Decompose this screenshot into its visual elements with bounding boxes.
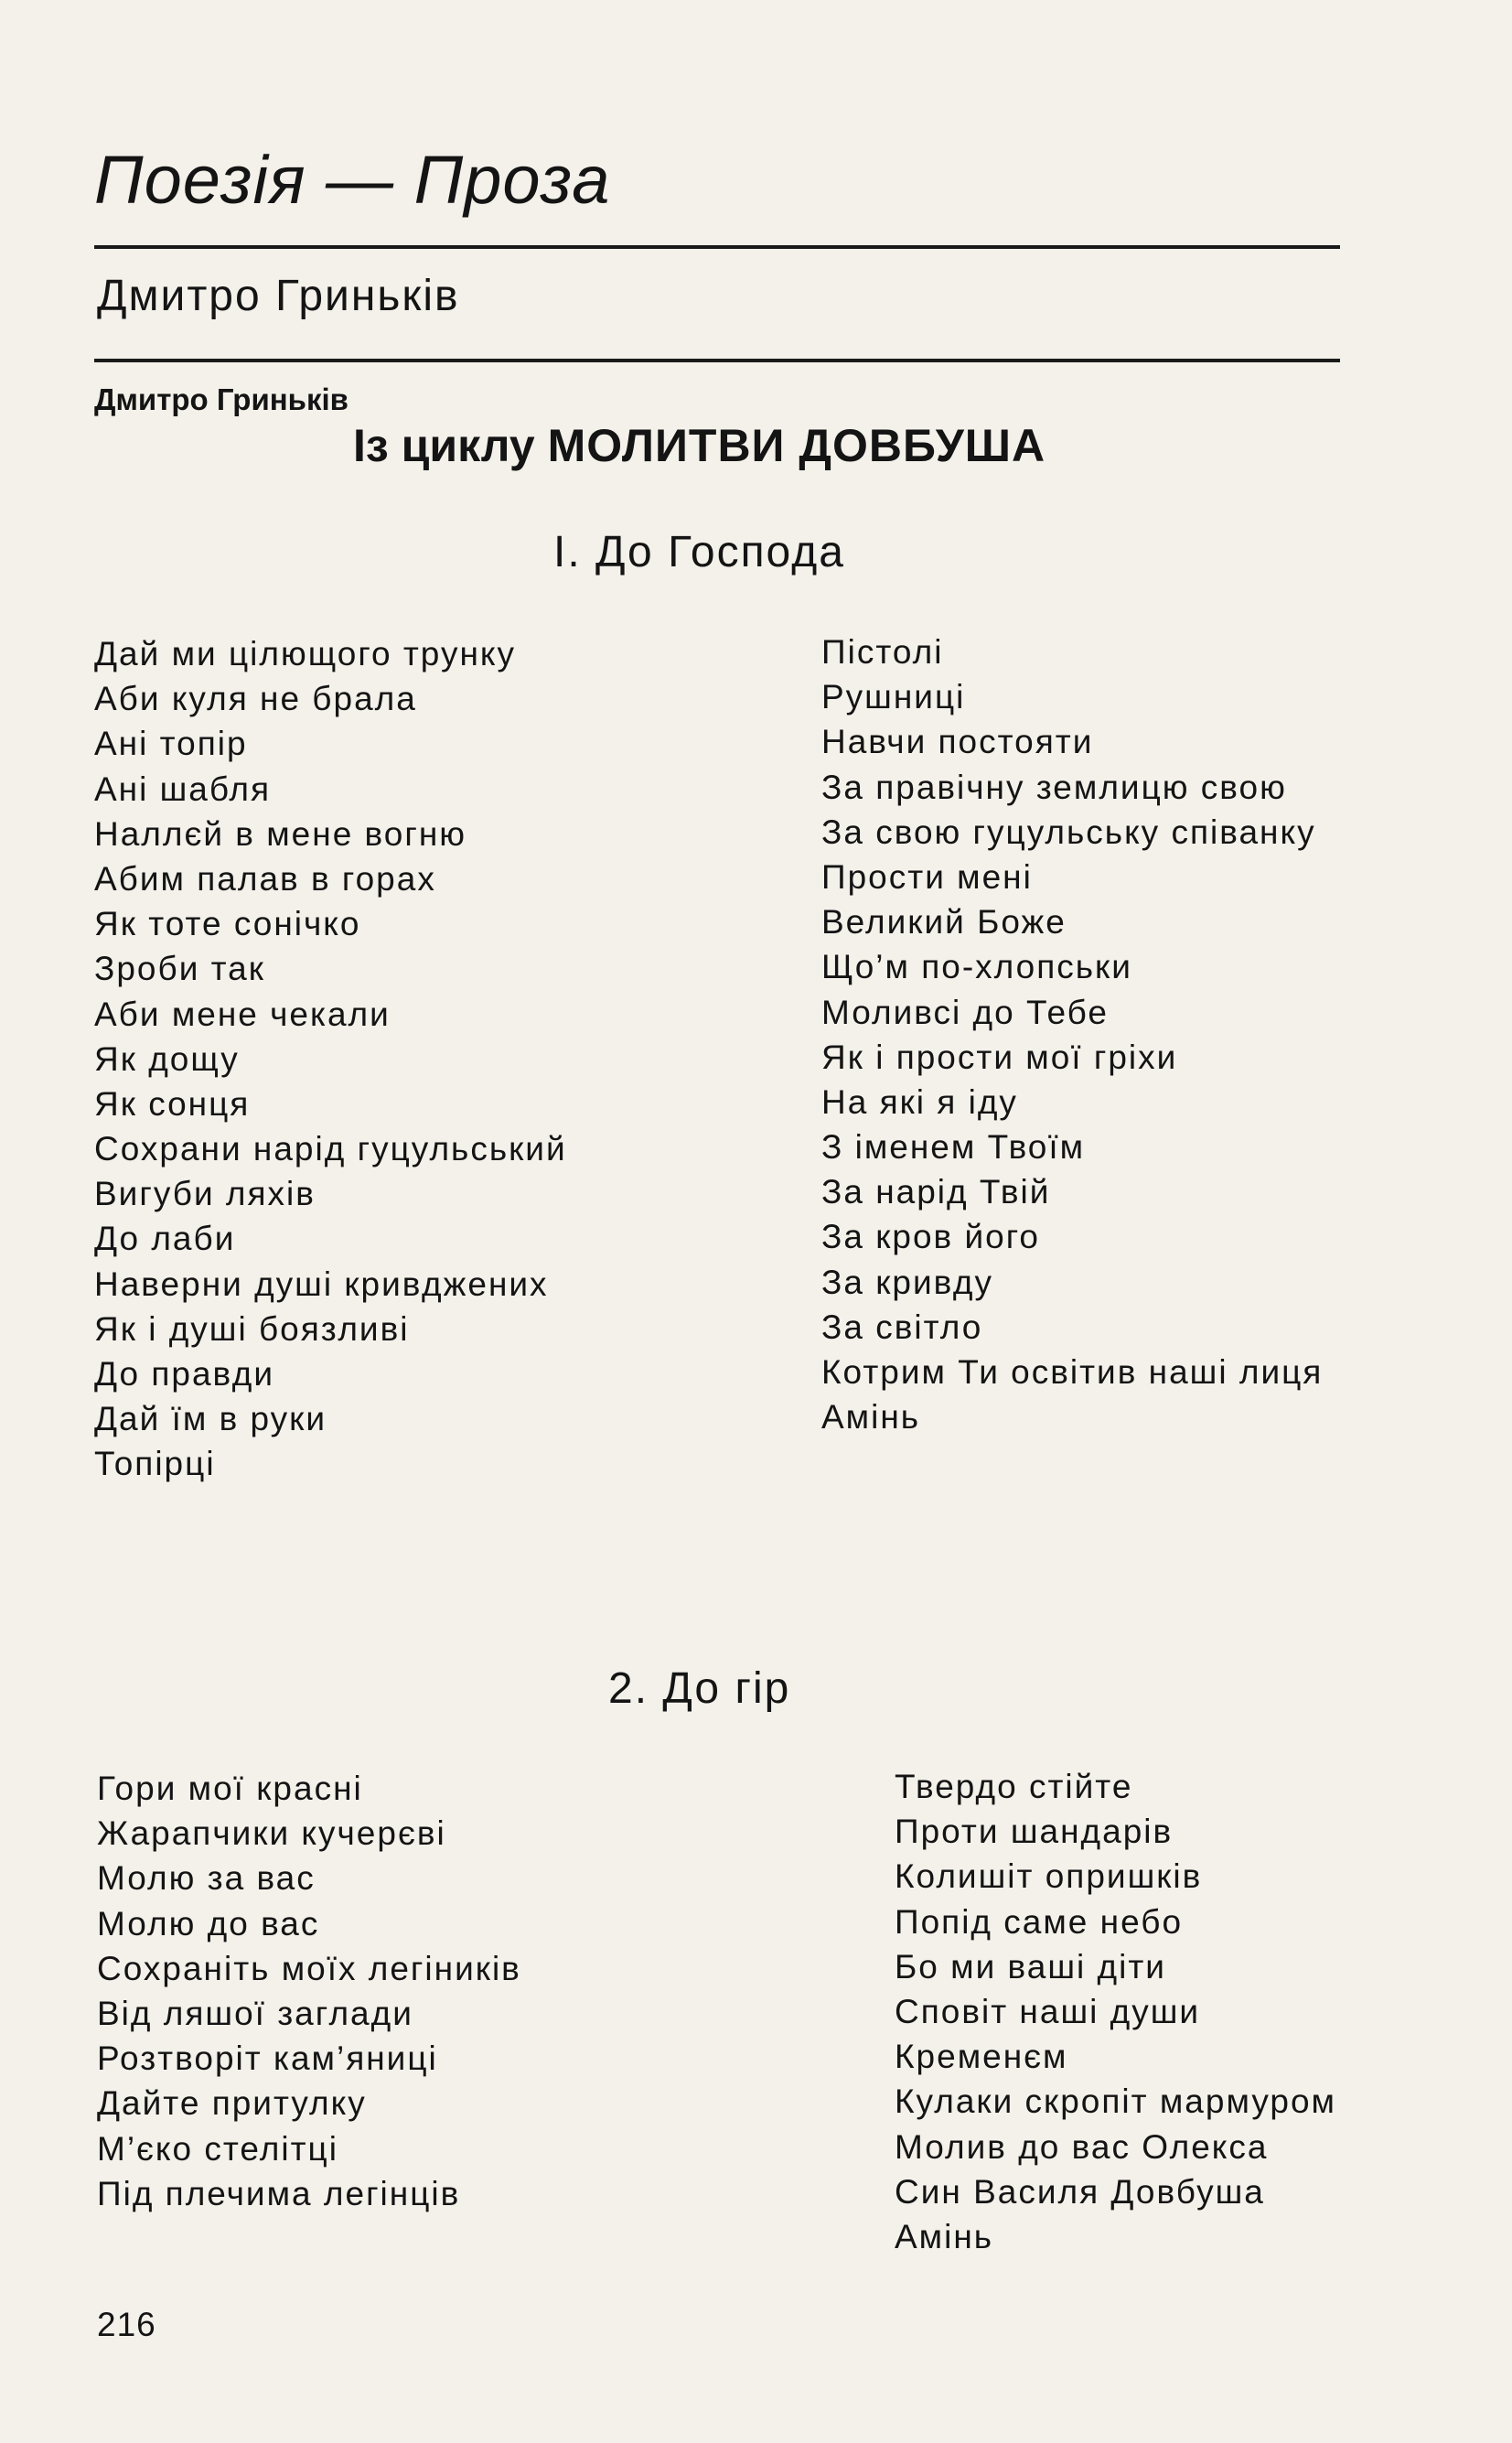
header-author: Дмитро Гриньків (97, 272, 460, 320)
verse-line: Рушниці (821, 678, 966, 716)
verse-line: Як тоте сонічко (94, 905, 361, 943)
verse-line: Аби куля не брала (94, 680, 417, 718)
verse-line: Жарапчики кучерєві (97, 1814, 446, 1853)
verse-line: Попід саме небо (895, 1902, 1184, 1941)
verse-line: Дайте притулку (97, 2084, 367, 2123)
verse-line: Що’м по-хлопськи (821, 948, 1132, 986)
verse-line: Як і душі боязливі (94, 1309, 410, 1348)
verse-line: За нарід Твій (821, 1173, 1051, 1211)
verse-line: Дай їм в руки (94, 1400, 327, 1438)
cycle-title (353, 420, 1046, 471)
verse-line: Молю за вас (97, 1859, 316, 1898)
verse-line: Бо ми ваші діти (895, 1947, 1166, 1986)
verse-line: Пістолі (821, 633, 944, 671)
verse-line: З іменем Твоїм (821, 1128, 1086, 1167)
verse-line: Розтворіт кам’яниці (97, 2039, 438, 2078)
verse-line: Молю до вас (97, 1904, 320, 1943)
header-rule-bottom (94, 359, 1340, 362)
verse-line: Наверни душі кривджених (94, 1265, 549, 1303)
verse-line: За кров його (821, 1218, 1040, 1256)
verse-line: Дай ми цілющого трунку (94, 635, 517, 673)
verse-line: Ані топір (94, 725, 248, 763)
verse-line: Сповіт наші души (895, 1992, 1201, 2030)
verse-line: Як і прости мої гріхи (821, 1038, 1178, 1076)
verse-line: Ані шабля (94, 769, 272, 808)
verse-line: Кулаки скропіт мармуром (895, 2082, 1336, 2121)
verse-line: До лаби (94, 1220, 236, 1258)
verse-line: Проти шандарів (895, 1813, 1174, 1851)
verse-line: Амінь (895, 2217, 994, 2255)
verse-line: Сохрани нарід гуцульський (94, 1130, 567, 1168)
verse-line: За свою гуцульську співанку (821, 813, 1316, 851)
verse-line: Котрим Ти освітив наші лиця (821, 1353, 1324, 1391)
verse-line: Вигуби ляхів (94, 1175, 316, 1213)
verse-line: Амінь (821, 1398, 921, 1437)
poem-1-column-left (94, 631, 567, 1487)
cycle-name: МОЛИТВИ ДОВБУША (547, 420, 1046, 471)
verse-line: Як дощу (94, 1039, 240, 1078)
poem-title: 2. До гір (608, 1664, 791, 1713)
verse-line: Топірці (94, 1445, 216, 1483)
verse-line: До правди (94, 1355, 275, 1393)
verse-line: Як сонця (94, 1084, 251, 1123)
byline: Дмитро Гриньків (94, 382, 349, 416)
verse-line: Син Василя Довбуша (895, 2172, 1265, 2211)
cycle-prefix: Із циклу (353, 420, 535, 471)
page-number: 216 (97, 2306, 156, 2343)
verse-line: Великий Боже (821, 903, 1067, 942)
verse-line: Твердо стійте (895, 1768, 1133, 1805)
verse-line: Аби мене чекали (94, 995, 391, 1033)
verse-line: Навчи постояти (821, 723, 1094, 761)
poem-title: І. До Господа (553, 528, 845, 576)
verse-line: Прости мені (821, 857, 1033, 896)
section-title: Поезія — Проза (94, 142, 611, 218)
verse-line: Від ляшої заглади (97, 1994, 413, 2032)
verse-line: Сохраніть моїх легіників (97, 1949, 521, 1987)
verse-line: Зроби так (94, 950, 265, 988)
verse-line: За світло (821, 1308, 983, 1346)
poem-1-column-right (821, 630, 1323, 1439)
verse-line: Абим палав в горах (94, 859, 436, 898)
verse-line: Моливсі до Тебе (821, 993, 1109, 1031)
poem-2-column-right (895, 1764, 1336, 2259)
verse-line: М’єко стелітці (97, 2129, 338, 2168)
verse-line: Під плечима легінців (97, 2174, 461, 2212)
verse-line: За правічну землицю свою (821, 768, 1287, 806)
poem-2-column-left (97, 1766, 521, 2216)
verse-line: Наллєй в мене вогню (94, 814, 467, 853)
verse-line: На які я іду (821, 1082, 1018, 1121)
verse-line: Кременєм (895, 2038, 1068, 2076)
verse-line: Молив до вас Олекса (895, 2127, 1269, 2166)
verse-line: Колишіт опришків (895, 1857, 1203, 1896)
verse-line: Гори мої красні (97, 1770, 363, 1807)
verse-line: За кривду (821, 1263, 993, 1301)
header-rule-top (94, 245, 1340, 249)
